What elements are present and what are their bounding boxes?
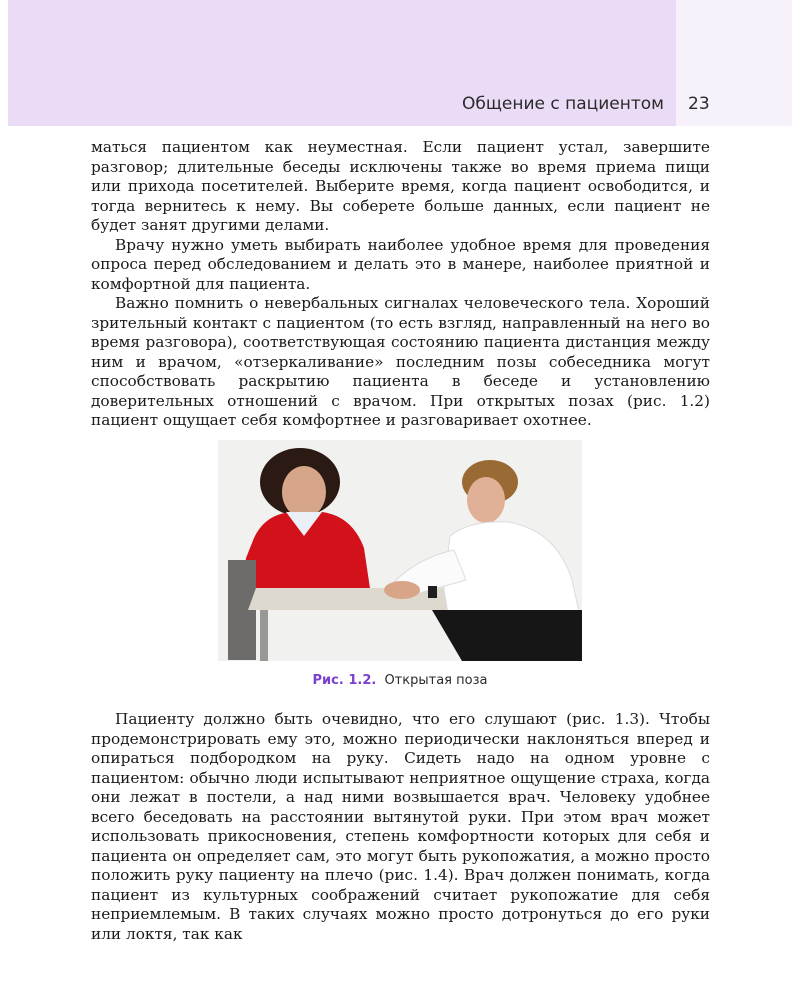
text-block-top xyxy=(91,138,710,431)
paragraph-continuation: маться пациентом как неуместная. Если пациент устал, завершите разговор; длительные беседы исключены также во время приема пищи или прихода посетителей. Выберите время, когда пациент освободится, и тогда вернитесь к нему. Вы соберете больше данных, если пациент не будет занят другими делами. xyxy=(91,138,710,234)
figure-caption-text: Открытая поза xyxy=(384,673,488,688)
paragraph-timing: Врачу нужно уметь выбирать наиболее удобное время для проведения опроса перед обследованием и делать это в манере, наиболее приятной и комфортной для пациента. xyxy=(91,235,710,293)
figure-caption xyxy=(0,673,800,688)
figure-open-pose-photo xyxy=(218,440,582,661)
page-number: 23 xyxy=(688,94,710,114)
running-title: Общение с пациентом xyxy=(462,94,664,114)
paragraph-listening: Пациенту должно быть очевидно, что его слушают (рис. 1.3). Чтобы продемонстрировать ему это, можно периодически наклоняться вперед и опираться подбородком на руку. Сидеть надо на одном уровне с пациентом: обычно люди испытывают неприятное ощущение страха, когда они лежат в постели, а над ними возвышается врач. Человеку удобнее всего беседовать на расстоянии вытянутой руки. При этом врач может использовать прикосновения, степень комфортности которых для себя и пациента он определяет сам, это могут быть рукопожатия, а можно просто положить руку пациенту на плечо (рис. 1.4). Врач должен понимать, когда пациент из культурных соображений считает рукопожатие для себя неприемлемым. В таких случаях можно просто дотронуться до его руки или локтя, так как xyxy=(91,710,710,943)
paragraph-nonverbal: Важно помнить о невербальных сигналах человеческого тела. Хороший зрительный контакт с пациентом (то есть взгляд, направленный на него во время разговора), соответствующая состоянию пациента дистанция между ним и врачом, «отзеркаливание» последним позы собеседника могут способствовать раскрытию пациента в беседе и установлению доверительных отношений с врачом. При открытых позах (рис. 1.2) пациент ощущает себя комфортнее и разговаривает охотнее. xyxy=(91,294,710,429)
text-block-bottom xyxy=(91,710,710,944)
photo-illustration xyxy=(218,440,582,661)
figure-label: Рис. 1.2. xyxy=(312,673,377,688)
